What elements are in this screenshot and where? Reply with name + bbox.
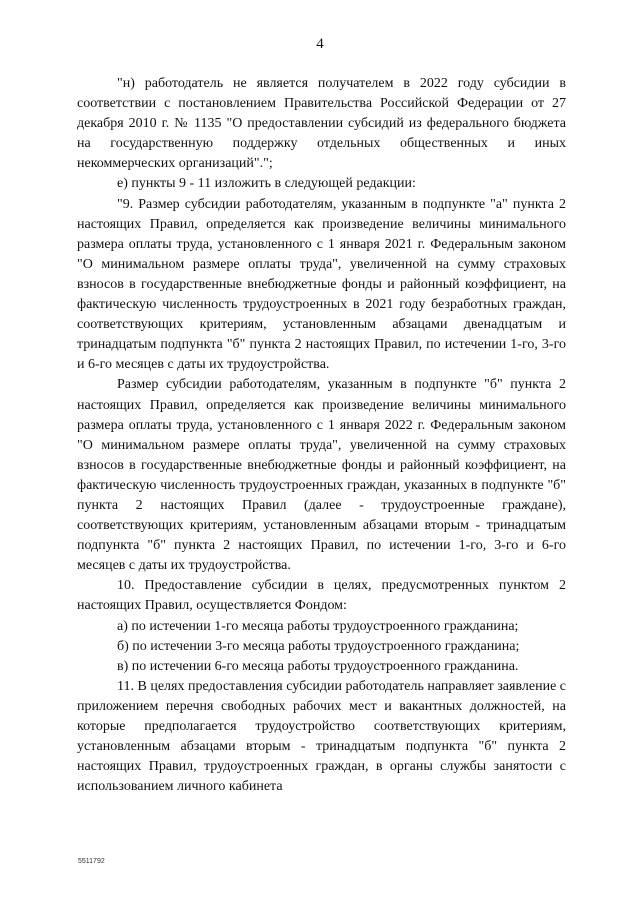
list-item-v: в) по истечении 6-го месяца работы трудоустроенного гражданина.	[117, 658, 519, 674]
document-body	[77, 74, 566, 797]
document-code: 5511792	[78, 858, 105, 865]
page-number: 4	[316, 36, 324, 52]
paragraph-clause-9-part-2: Размер субсидии работодателям, указанным в подпункте "б" пункта 2 настоящих Правил, определяется как произведение величины минимального размера оплаты труда, установленного с 1 января 2022 г. Федеральным законом "О минимальном размере оплаты труда", увеличенной на сумму страховых взносов в государственные внебюджетные фонды и районный коэффициент, на фактическую численность трудоустроенных граждан, указанных в подпункте "б" пункта 2 настоящих Правил (далее - трудоустроенные граждане), соответствующих критериям, установленным абзацами вторым - тринадцатым подпункта "б" пункта 2 настоящих Правил, по истечении 1-го, 3-го и 6-го месяцев с даты их трудоустройства.	[77, 377, 566, 574]
paragraph-clause-11: 11. В целях предоставления субсидии работодатель направляет заявление с приложением перечня свободных рабочих мест и вакантных должностей, на которые предполагается трудоустройство соответствующих критериям, установленным абзацами вторым - тринадцатым подпункта "б" пункта 2 настоящих Правил, трудоустроенных граждан, в органы службы занятости с использованием личного кабинета	[77, 678, 566, 795]
paragraph-subitem-n: "н) работодатель не является получателем в 2022 году субсидии в соответствии с постановлением Правительства Российской Федерации от 27 декабря 2010 г. № 1135 "О предоставлении субсидий из федерального бюджета на государственную поддержку отдельных общественных и иных некоммерческих организаций".";	[77, 76, 566, 172]
paragraph-subitem-e: е) пункты 9 - 11 изложить в следующей редакции:	[117, 176, 416, 192]
paragraph-clause-9: "9. Размер субсидии работодателям, указанным в подпункте "а" пункта 2 настоящих Правил, определяется как произведение величины минимального размера оплаты труда, установленного с 1 января 2021 г. Федеральным законом "О минимальном размере оплаты труда", увеличенной на сумму страховых взносов в государственные внебюджетные фонды и районный коэффициент, на фактическую численность трудоустроенных в 2021 году безработных граждан, соответствующих критериям, установленным абзацами двенадцатым и тринадцатым подпункта "б" пункта 2 настоящих Правил, по истечении 1-го, 3-го и 6-го месяцев с даты их трудоустройства.	[77, 196, 566, 373]
list-item-b: б) по истечении 3-го месяца работы трудоустроенного гражданина;	[117, 638, 520, 654]
paragraph-clause-10: 10. Предоставление субсидии в целях, предусмотренных пунктом 2 настоящих Правил, осуществляется Фондом:	[77, 578, 566, 614]
list-item-a: а) по истечении 1-го месяца работы трудоустроенного гражданина;	[117, 618, 519, 634]
